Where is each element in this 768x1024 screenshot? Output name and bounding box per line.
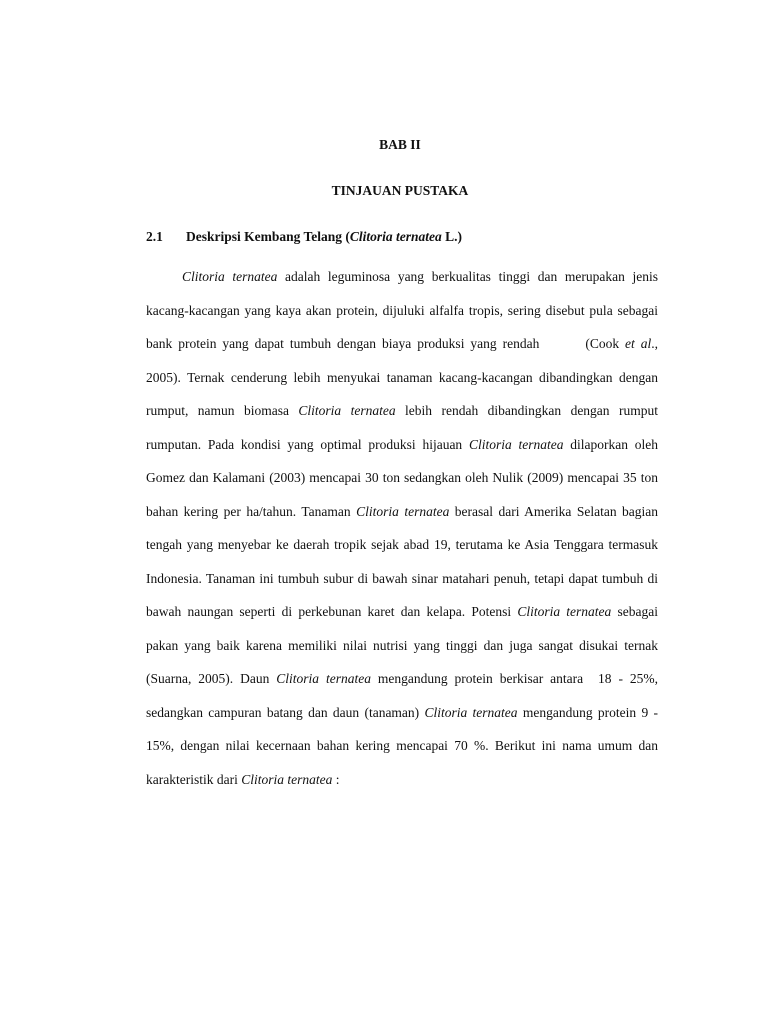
species-name: Clitoria ternatea bbox=[468, 436, 564, 452]
text-run: berasal dari Amerika Selatan bagian tengah yang menyebar ke daerah tropik sejak abad 19, terutama ke Asia Tenggara termasuk Indonesia. Tanaman ini tumbuh subur di bawah sinar matahari penuh, tetapi dapat tumbuh di bawah naungan seperti di perkebunan karet dan kelapa. Potensi bbox=[146, 503, 659, 619]
section-heading bbox=[146, 229, 462, 245]
species-name: Clitoria ternatea bbox=[356, 503, 450, 519]
text-run: ., 2005). Ternak cenderung lebih menyukai tanaman kacang-kacangan dibandingkan dengan rumput, namun biomasa bbox=[146, 336, 659, 418]
text-run: 18 - 25%, sedangkan campuran batang dan daun (tanaman) bbox=[146, 671, 658, 720]
section-title-species: Clitoria ternatea bbox=[349, 229, 442, 244]
text-run: mengandung protein 9 - 15%, dengan nilai kecernaan bahan kering mencapai 70 %. Berikut ini nama umum dan karakteristik dari bbox=[146, 704, 658, 787]
section-number: 2.1 bbox=[146, 229, 163, 244]
body-paragraph bbox=[146, 260, 658, 796]
text-run: : bbox=[332, 771, 340, 787]
chapter-heading: BAB II bbox=[379, 137, 421, 152]
section-title-end: L.) bbox=[441, 229, 463, 244]
species-name: Clitoria ternatea bbox=[182, 269, 278, 284]
text-run: adalah leguminosa yang berkualitas tinggi dan merupakan jenis kacang-kacangan yang kaya akan protein, dijuluki alfalfa tropis, sering disebut pula sebagai bank protein yang dapat tumbuh dengan biaya produksi yang rendah bbox=[146, 269, 658, 351]
text-run: lebih rendah dibandingkan dengan rumput rumputan. Pada kondisi yang optimal produksi hijauan bbox=[146, 403, 658, 452]
chapter-title: TINJAUAN PUSTAKA bbox=[331, 183, 469, 198]
species-name: Clitoria ternatea bbox=[241, 771, 333, 787]
text-run: mengandung protein berkisar antara bbox=[370, 671, 584, 686]
text-run: sebagai pakan yang baik karena memiliki nilai nutrisi yang tinggi dan juga sangat disukai ternak (Suarna, 2005). Daun bbox=[146, 604, 659, 686]
text-run: dilaporkan oleh Gomez dan Kalamani (2003) mencapai 30 ton sedangkan oleh Nulik (2009) mencapai 35 ton bahan kering per ha/tahun. Tanaman bbox=[146, 436, 659, 519]
text-run: (Cook bbox=[579, 336, 626, 351]
species-name: Clitoria ternatea bbox=[276, 671, 371, 686]
species-name: et al bbox=[625, 336, 652, 351]
section-title-start: Deskripsi Kembang Telang ( bbox=[186, 229, 350, 244]
species-name: Clitoria ternatea bbox=[298, 403, 396, 418]
species-name: Clitoria ternatea bbox=[424, 704, 518, 720]
species-name: Clitoria ternatea bbox=[517, 604, 612, 619]
